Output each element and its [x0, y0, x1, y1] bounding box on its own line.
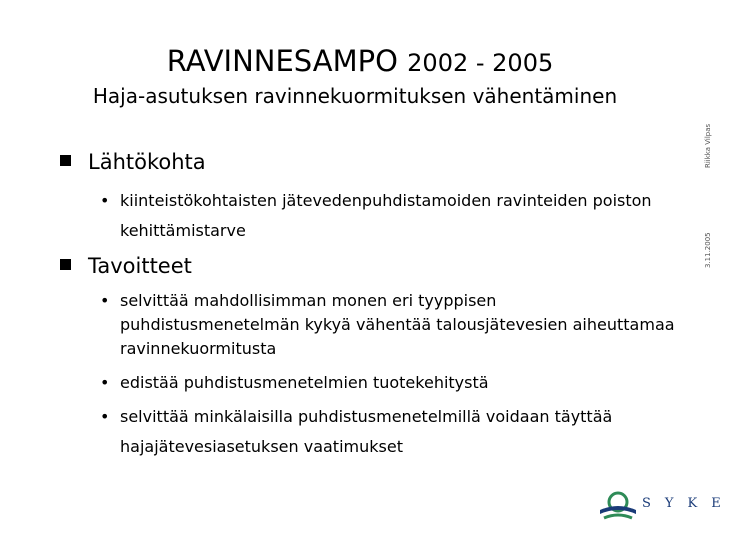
slide-title: [0, 44, 720, 78]
title-main: RAVINNESAMPO: [166, 44, 408, 78]
bullet-text: kiinteistökohtaisten jätevedenpuhdistamoiden ravinteiden poiston kehittämistarve: [120, 191, 652, 240]
bullet-text: selvittää minkälaisilla puhdistusmenetelmillä voidaan täyttää hajajätevesiasetuksen vaatimukset: [120, 407, 613, 456]
bullet-item: [100, 186, 680, 246]
bullet-text: edistää puhdistusmenetelmien tuotekehitystä: [120, 373, 489, 392]
slide-subtitle: Haja-asutuksen ravinnekuormituksen vähentäminen: [92, 84, 618, 108]
bullet-dot-icon: •: [100, 373, 110, 392]
bullet-item: [100, 289, 680, 361]
date-label: 3.11.2005: [704, 232, 712, 268]
syke-emblem-icon: [598, 488, 638, 524]
syke-wordmark: SYKE: [642, 496, 735, 511]
bullet-dot-icon: •: [100, 407, 110, 426]
title-years: 2002 - 2005: [407, 49, 554, 77]
author-label: Riikka Vilpas: [704, 123, 712, 168]
section-heading-label: Tavoitteet: [88, 254, 192, 278]
syke-logo: [598, 488, 735, 524]
square-bullet-icon: [60, 259, 71, 270]
bullet-item: [100, 368, 680, 398]
bullet-dot-icon: •: [100, 191, 110, 210]
bullet-item: [100, 402, 680, 462]
section-heading-label: Lähtökohta: [88, 150, 206, 174]
square-bullet-icon: [60, 155, 71, 166]
bullet-dot-icon: •: [100, 291, 110, 310]
bullet-text: selvittää mahdollisimman monen eri tyyppisen puhdistusmenetelmän kykyä vähentää talousjätevesien aiheuttamaa ravinnekuormitusta: [120, 291, 675, 358]
